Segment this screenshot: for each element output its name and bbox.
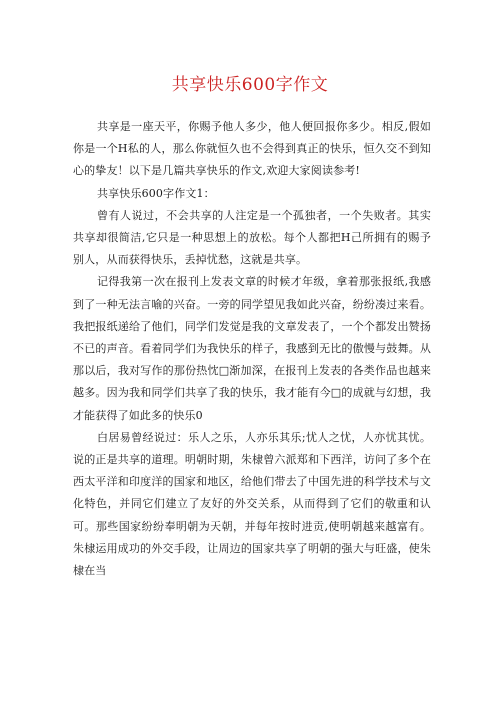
paragraph-sharing-definition: 曾有人说过，不会共享的人注定是一个孤独者，一个失败者。其实共享却很简洁,它只是一种思想上的放松。每个人都把H己所拥有的赐予别人，从而获得快乐，丢掉忧愁，这就是共享。 xyxy=(73,208,431,267)
document-title: 共享快乐600字作文 xyxy=(171,75,329,95)
document-body xyxy=(73,116,431,582)
paragraph-essay-heading: 共享快乐600字作文1： xyxy=(97,186,215,200)
paragraph-intro: 共享是一座天平，你赐予他人多少，他人便回报你多少。相反,假如你是一个H私的人，那么你就恒久也不会得到真正的快乐，恒久交不到知心的挚友！以下是几篇共享快乐的作文,欢迎大家阅读参考! xyxy=(73,120,431,178)
paragraph-first-publication: 记得我第一次在报刊上发表文章的时候才年级，拿着那张报纸,我感到了一种无法言喻的兴奋。一旁的同学望见我如此兴奋，纷纷凑过来看。我把报纸递给了他们，同学们发觉是我的文章发表了，一个个都发出赞扬不已的声音。看着同学们为我快乐的样子，我感到无比的傲慢与鼓舞。从那以后，我对写作的那份热忱□渐加深，在报刊上发表的各类作品也越来越多。因为我和同学们共享了我的快乐，我才能有今□的成就与幻想，我才能获得了如此多的快乐0 xyxy=(73,275,431,422)
paragraph-bai-juyi: 白居易曾经说过：乐人之乐，人亦乐其乐;忧人之忧，人亦忧其忧。说的正是共享的道理。明朝时期，朱棣曾六派郑和下西洋，访问了多个在西太平洋和印度洋的国家和地区，给他们带去了中国先进的科学技术与文化特色，并同它们建立了友好的外交关系，从而得到了它们的敬重和认可。那些国家纷纷奉明朝为天朝，并每年按时进贡,使明朝越来越富有。朱棣运用成功的外交手段，让周边的国家共享了明朝的强大与旺盛，使朱棣在当 xyxy=(73,430,431,578)
